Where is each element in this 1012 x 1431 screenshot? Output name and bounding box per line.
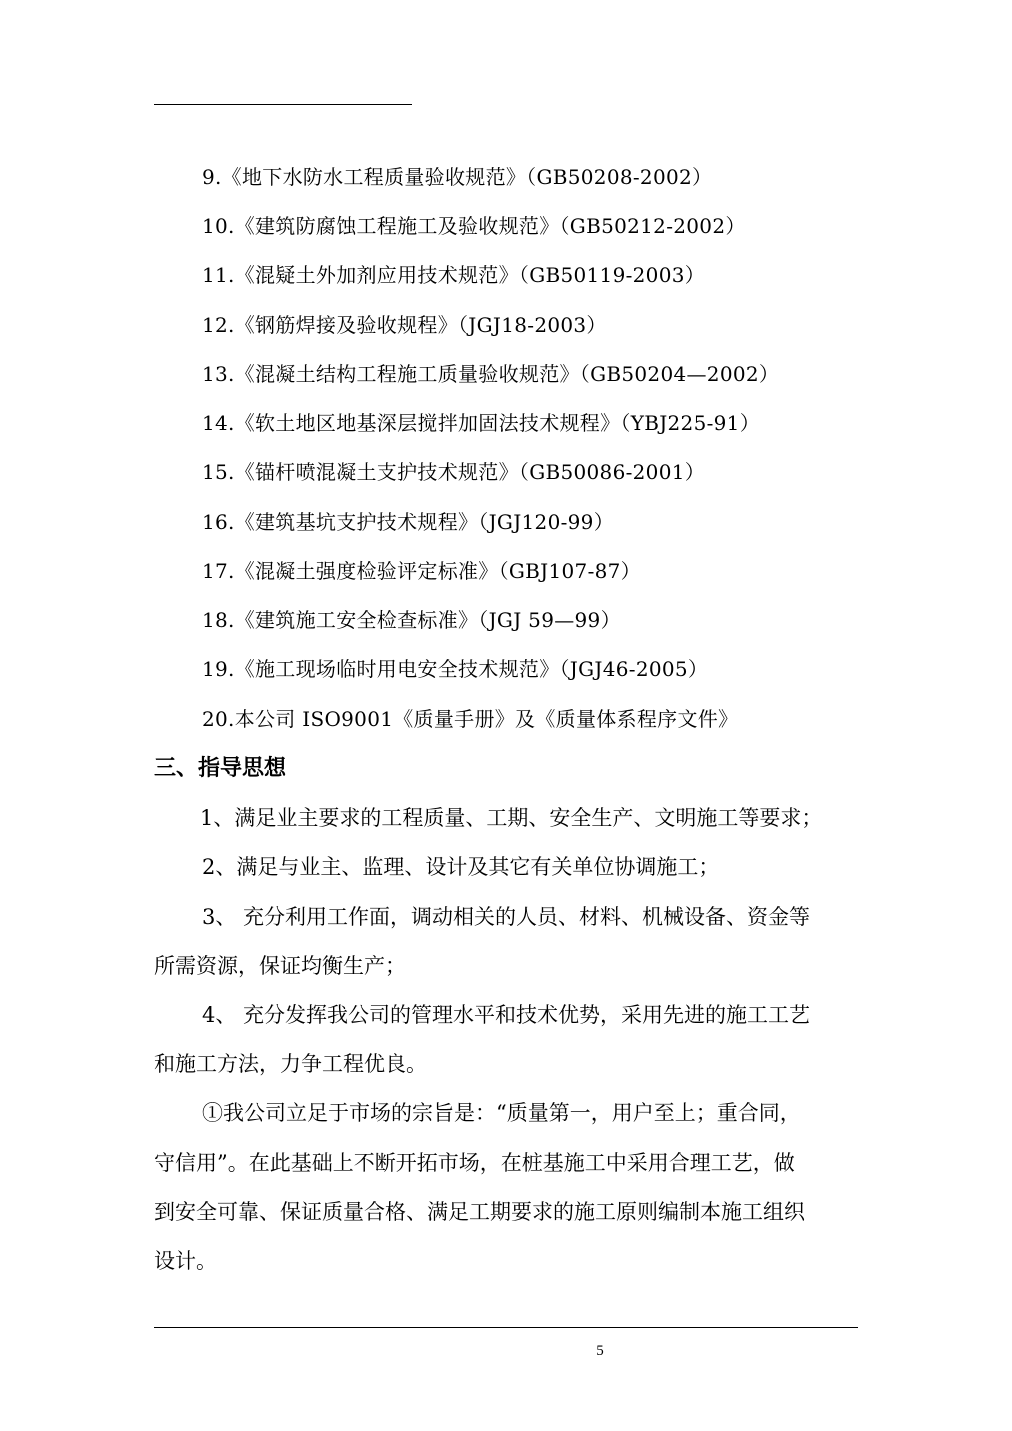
paragraph-5-line-4: 设计。: [154, 1249, 217, 1273]
reference-item-15: 15.《锚杆喷混凝土支护技术规范》（GB50086-2001）: [202, 460, 706, 484]
reference-item-9: 9.《地下水防水工程质量验收规范》（GB50208-2002）: [202, 165, 713, 189]
reference-item-13: 13.《混凝土结构工程施工质量验收规范》（GB50204—2002）: [202, 362, 780, 386]
reference-item-18: 18.《建筑施工安全检查标准》（JGJ 59—99）: [202, 608, 621, 632]
paragraph-5-line-2: 守信用”。在此基础上不断开拓市场，在桩基施工中采用合理工艺，做: [154, 1151, 795, 1175]
reference-item-10: 10.《建筑防腐蚀工程施工及验收规范》（GB50212-2002）: [202, 214, 746, 238]
footer-rule: [154, 1327, 858, 1328]
page-number: 5: [596, 1343, 604, 1359]
reference-item-16: 16.《建筑基坑支护技术规程》（JGJ120-99）: [202, 510, 614, 534]
paragraph-4-line-1: 4、 充分发挥我公司的管理水平和技术优势，采用先进的施工工艺: [202, 1003, 811, 1027]
paragraph-5-line-3: 到安全可靠、保证质量合格、满足工期要求的施工原则编制本施工组织: [154, 1200, 805, 1224]
paragraph-4-line-2: 和施工方法，力争工程优良。: [154, 1052, 427, 1076]
reference-item-19: 19.《施工现场临时用电安全技术规范》（JGJ46-2005）: [202, 657, 709, 681]
reference-item-11: 11.《混疑土外加剂应用技术规范》（GB50119-2003）: [202, 263, 706, 287]
paragraph-2: 2、满足与业主、监理、设计及其它有关单位协调施工；: [202, 855, 720, 879]
reference-item-14: 14.《软土地区地基深层搅拌加固法技术规程》（YBJ225-91）: [202, 411, 761, 435]
header-rule: [154, 104, 412, 105]
paragraph-1: 1、满足业主要求的工程质量、工期、安全生产、文明施工等要求；: [200, 806, 823, 830]
reference-item-17: 17.《混凝土强度检验评定标准》（GBJ107-87）: [202, 559, 641, 583]
paragraph-3-line-1: 3、 充分利用工作面，调动相关的人员、材料、机械设备、资金等: [202, 905, 811, 929]
section-heading: 三、指导思想: [154, 756, 287, 781]
paragraph-3-line-2: 所需资源，保证均衡生产；: [154, 954, 406, 978]
reference-item-12: 12.《钢筋焊接及验收规程》（JGJ18-2003）: [202, 313, 607, 337]
reference-item-20: 20.本公司 ISO9001《质量手册》及《质量体系程序文件》: [202, 707, 739, 731]
paragraph-5-line-1: ①我公司立足于市场的宗旨是：“质量第一，用户至上；重合同，: [202, 1101, 801, 1125]
